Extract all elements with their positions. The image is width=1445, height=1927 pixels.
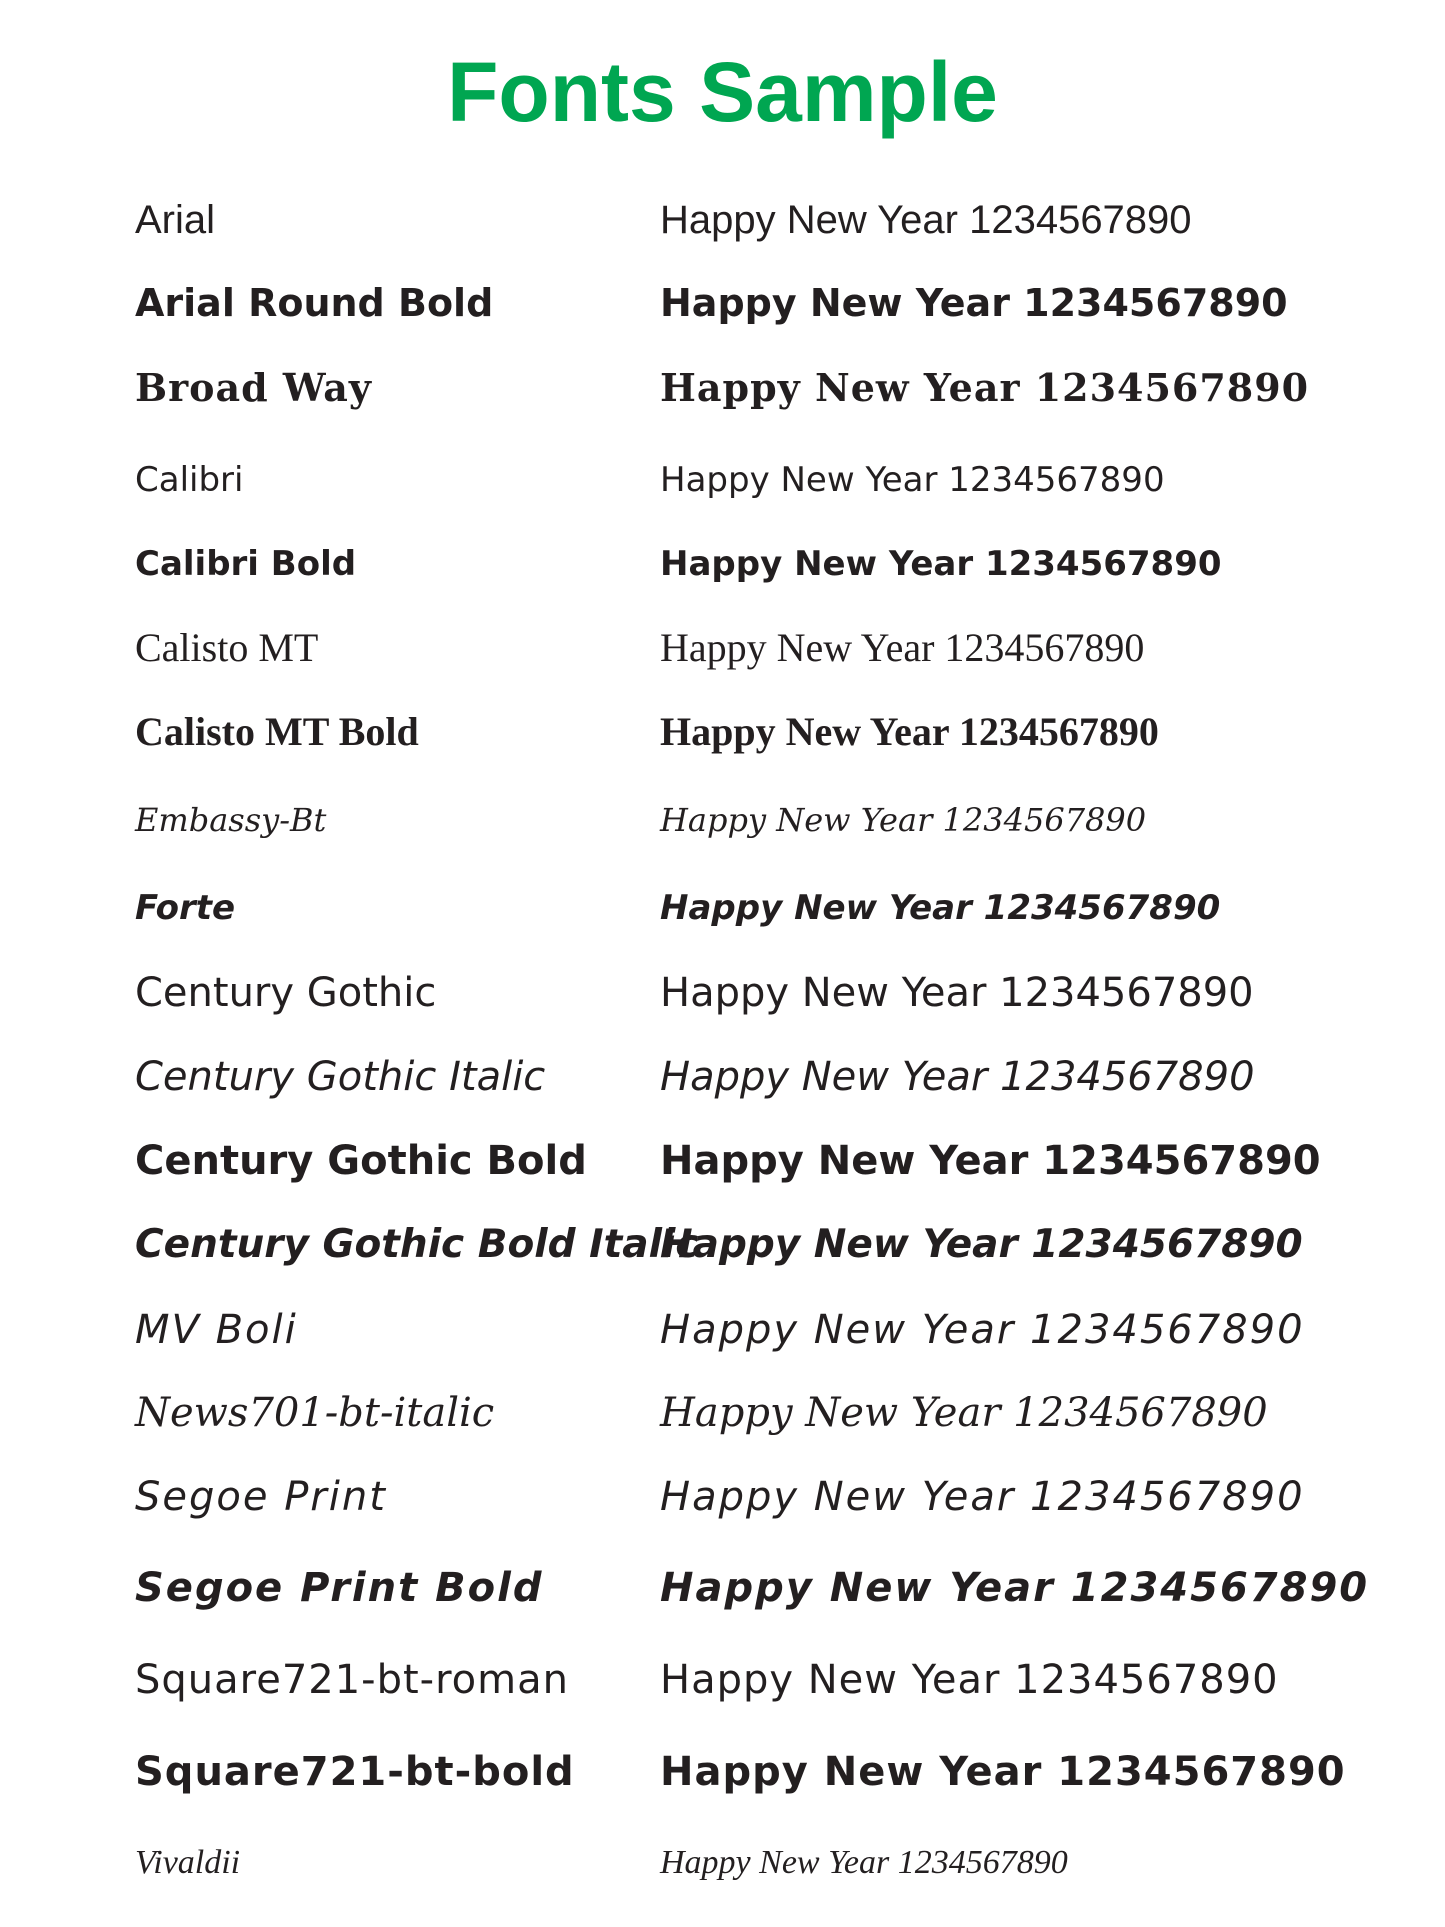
font-name: Arial Round Bold	[135, 281, 494, 325]
font-sample: Happy New Year 1234567890	[660, 544, 1222, 584]
font-row-broad-way	[0, 353, 1445, 423]
font-sample: Happy New Year 1234567890	[660, 198, 1192, 242]
font-sample: Happy New Year 1234567890	[660, 801, 1147, 839]
font-name: Square721-bt-roman	[135, 1657, 569, 1703]
font-name: Forte	[135, 888, 236, 928]
font-sample: Happy New Year 1234567890	[660, 1565, 1370, 1611]
font-row-century-gothic-italic	[0, 1042, 1445, 1112]
font-row-square721-bt-roman	[0, 1645, 1445, 1715]
font-name: Century Gothic Bold	[135, 1138, 587, 1184]
font-row-segoe-print-bold	[0, 1553, 1445, 1623]
font-sample: Happy New Year 1234567890	[660, 625, 1145, 670]
font-sample: Happy New Year 1234567890	[660, 1657, 1279, 1703]
font-name: Century Gothic Bold Italic	[135, 1222, 699, 1267]
font-name: Century Gothic	[135, 970, 437, 1016]
font-row-square721-bt-bold	[0, 1737, 1445, 1807]
font-sample: Happy New Year 1234567890	[660, 888, 1221, 928]
font-sample: Happy New Year 1234567890	[660, 365, 1310, 410]
font-row-century-gothic	[0, 958, 1445, 1028]
font-name: Embassy-Bt	[135, 801, 327, 839]
font-name: Arial	[135, 198, 216, 242]
font-row-century-gothic-bold	[0, 1126, 1445, 1196]
font-name: Calisto MT	[135, 625, 319, 670]
font-name: Calibri	[135, 460, 244, 500]
font-name: Segoe Print	[135, 1474, 387, 1520]
font-name: Calisto MT Bold	[135, 709, 419, 754]
font-sample: Happy New Year 1234567890	[660, 1844, 1068, 1881]
font-sample: Happy New Year 1234567890	[660, 1138, 1321, 1184]
font-row-embassy-bt	[0, 785, 1445, 855]
font-row-calibri	[0, 445, 1445, 515]
font-row-century-gothic-bold-italic	[0, 1210, 1445, 1280]
font-sample: Happy New Year 1234567890	[660, 1749, 1346, 1795]
font-sample: Happy New Year 1234567890	[660, 281, 1288, 325]
font-name: Square721-bt-bold	[135, 1749, 575, 1795]
font-sample: Happy New Year 1234567890	[660, 460, 1165, 500]
font-name: News701-bt-italic	[135, 1390, 495, 1436]
font-name: Broad Way	[135, 365, 372, 410]
font-sample: Happy New Year 1234567890	[660, 1390, 1268, 1436]
font-row-calisto-mt-bold	[0, 697, 1445, 767]
font-name: Segoe Print Bold	[135, 1565, 544, 1611]
font-name: MV Boli	[135, 1307, 298, 1353]
font-sample: Happy New Year 1234567890	[660, 1054, 1255, 1100]
font-sample: Happy New Year 1234567890	[660, 1474, 1305, 1520]
font-sample: Happy New Year 1234567890	[660, 709, 1159, 754]
font-sample: Happy New Year 1234567890	[660, 970, 1254, 1016]
font-name: Vivaldii	[135, 1844, 241, 1881]
font-row-mv-boli	[0, 1295, 1445, 1365]
font-row-arial	[0, 185, 1445, 255]
font-name: Calibri Bold	[135, 544, 357, 584]
font-row-vivaldii	[0, 1828, 1445, 1898]
font-row-arial-round-bold	[0, 268, 1445, 338]
font-row-calibri-bold	[0, 529, 1445, 599]
font-name: Century Gothic Italic	[135, 1054, 546, 1100]
font-row-calisto-mt	[0, 613, 1445, 683]
font-sample: Happy New Year 1234567890	[660, 1222, 1303, 1267]
font-row-forte	[0, 873, 1445, 943]
font-row-segoe-print	[0, 1462, 1445, 1532]
page-title: Fonts Sample	[447, 45, 998, 139]
font-row-news701-bt-italic	[0, 1378, 1445, 1448]
font-sample: Happy New Year 1234567890	[660, 1307, 1305, 1353]
